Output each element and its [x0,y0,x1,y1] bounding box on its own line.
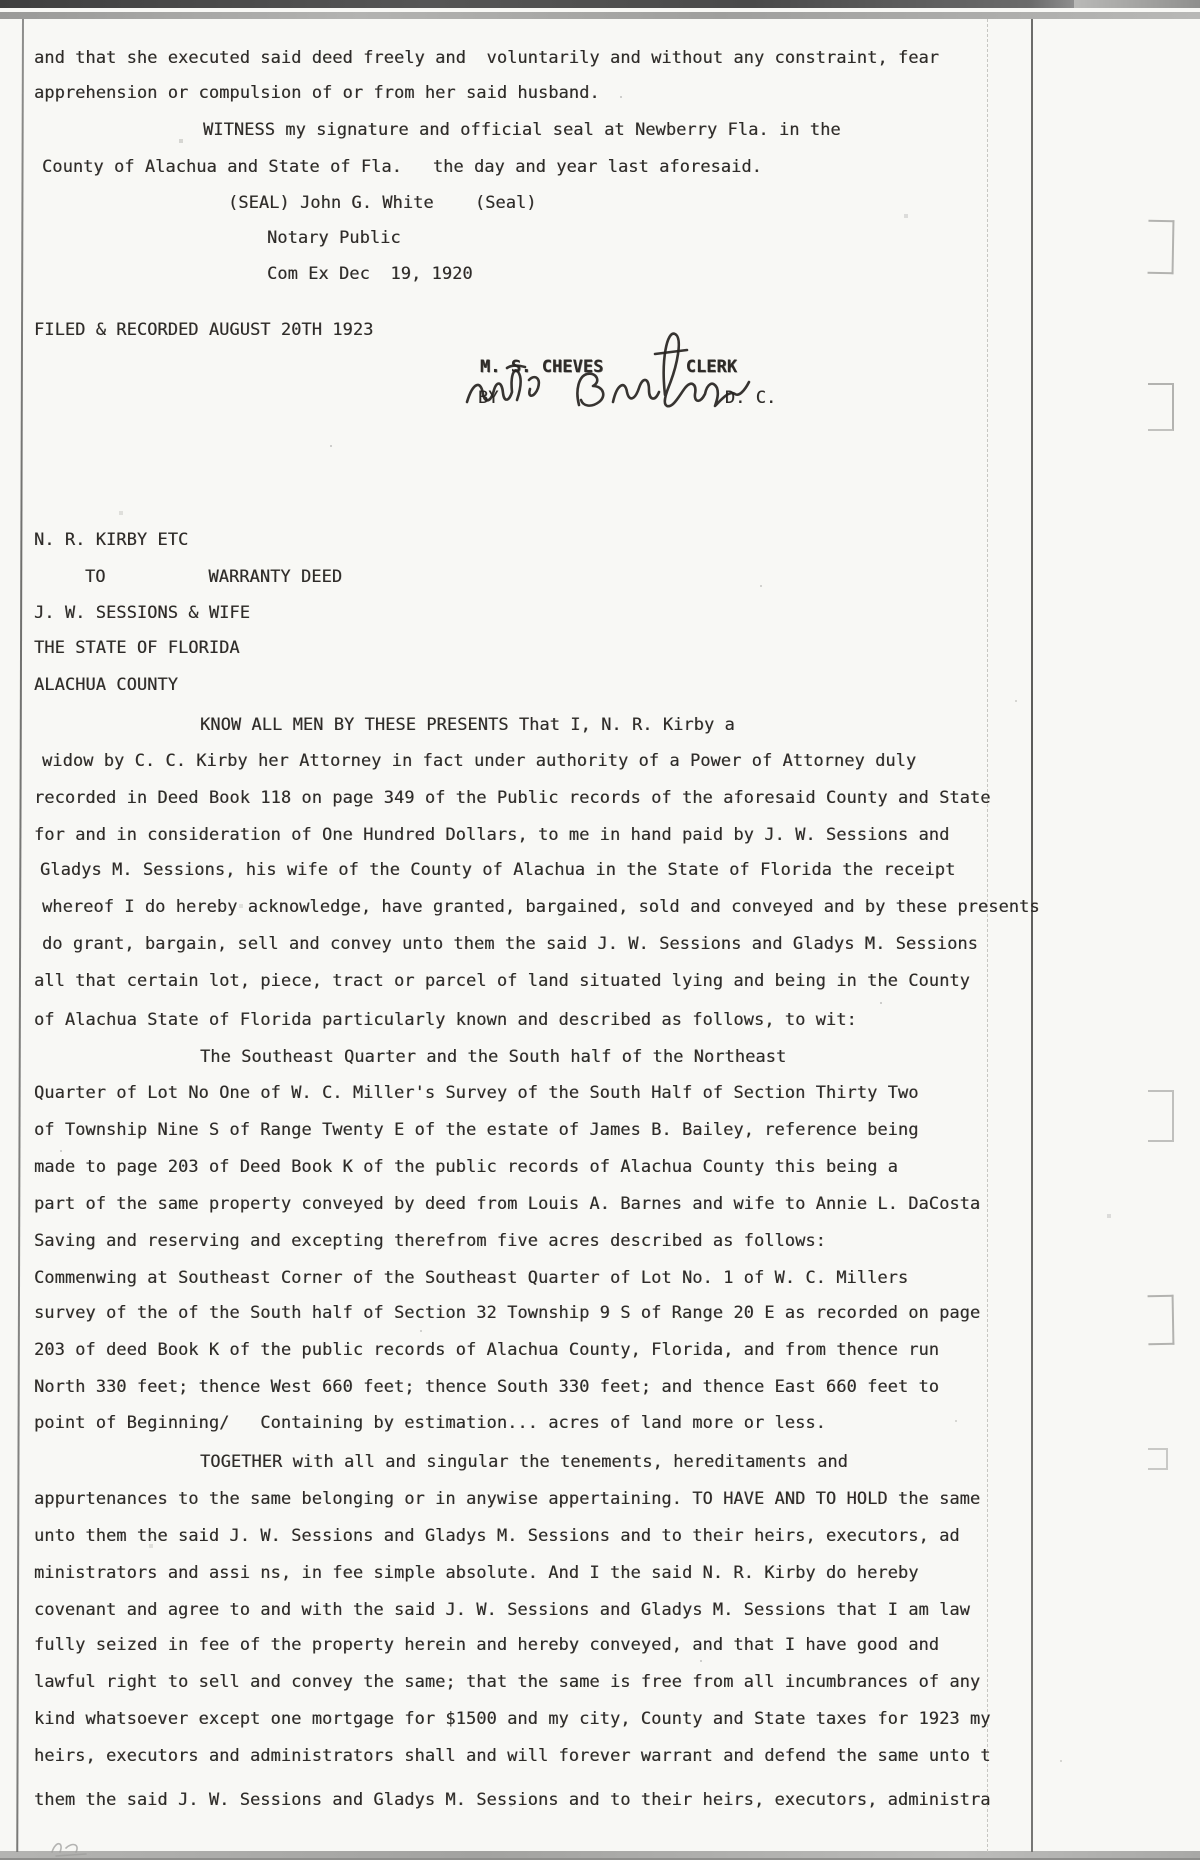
typed-text-line: part of the same property conveyed by deed from Louis A. Barnes and wife to Annie L. DaCosta [34,1194,981,1214]
typed-text-line: all that certain lot, piece, tract or parcel of land situated lying and being in the County [34,971,970,991]
typed-text-line: heirs, executors and administrators shall and will forever warrant and defend the same unto t [34,1746,991,1766]
typed-text-line: ministrators and assi ns, in fee simple absolute. And I the said N. R. Kirby do hereby [34,1563,919,1583]
typed-text-line: FILED & RECORDED AUGUST 20TH 1923 [34,320,374,340]
typed-text-line: kind whatsoever except one mortgage for $1500 and my city, County and State taxes for 1923 my [34,1709,991,1729]
typed-text-line: North 330 feet; thence West 660 feet; thence South 330 feet; and thence East 660 feet to [34,1377,940,1397]
typed-text-line: recorded in Deed Book 118 on page 349 of the Public records of the aforesaid County and State [34,788,991,808]
typed-text-line: BY D. C. [478,388,777,408]
typed-text-line: TO WARRANTY DEED [85,567,343,587]
typed-text-line: County of Alachua and State of Fla. the day and year last aforesaid. [42,157,762,177]
typed-text-line: do grant, bargain, sell and convey unto them the said J. W. Sessions and Gladys M. Sessions [42,934,978,954]
typed-text-line: them the said J. W. Sessions and Gladys M. Sessions and to their heirs, executors, administra [34,1790,991,1810]
typed-text-line: ALACHUA COUNTY [34,675,178,695]
scan-edge-band-top-secondary [0,12,1200,19]
typed-text-line: KNOW ALL MEN BY THESE PRESENTS That I, N. R. Kirby a [200,715,735,735]
right-margin-rule [1031,19,1033,1852]
typed-text-line: Commenwing at Southeast Corner of the Southeast Quarter of Lot No. 1 of W. C. Millers [34,1268,909,1288]
typed-text-line: (SEAL) John G. White (Seal) [228,193,537,213]
typed-text-line: TOGETHER with all and singular the tenements, hereditaments and [200,1452,848,1472]
typed-text-line: for and in consideration of One Hundred Dollars, to me in hand paid by J. W. Sessions and [34,825,950,845]
right-dotted-rule [987,19,988,1852]
typed-text-line: widow by C. C. Kirby her Attorney in fact under authority of a Power of Attorney duly [42,751,917,771]
typed-text-line: THE STATE OF FLORIDA [34,638,240,658]
typed-text-line: point of Beginning/ Containing by estimation... acres of land more or less. [34,1413,826,1433]
typed-text-line: Gladys M. Sessions, his wife of the County of Alachua in the State of Florida the receipt [40,860,956,880]
typed-text-line: Quarter of Lot No One of W. C. Miller's Survey of the South Half of Section Thirty Two [34,1083,919,1103]
typed-text-line: lawful right to sell and convey the same; that the same is free from all incumbrances of any [34,1672,981,1692]
typed-text-line: apprehension or compulsion of or from her said husband. [34,83,600,103]
typed-text-line: N. R. KIRBY ETC [34,530,189,550]
scan-artifact-bracket [1148,1295,1175,1345]
typed-text-line: survey of the of the South half of Section 32 Township 9 S of Range 20 E as recorded on page [34,1303,981,1323]
typed-text-line: whereof I do hereby acknowledge, have granted, bargained, sold and conveyed and by these presents [42,897,1040,917]
typed-text-line: and that she executed said deed freely and voluntarily and without any constraint, fear [34,48,940,68]
typed-text-line: of Township Nine S of Range Twenty E of the estate of James B. Bailey, reference being [34,1120,919,1140]
typed-text-line: The Southeast Quarter and the South half of the Northeast [200,1047,787,1067]
typed-text-line: made to page 203 of Deed Book K of the public records of Alachua County this being a [34,1157,898,1177]
scan-artifact-bracket [1148,383,1174,431]
typed-text-line: of Alachua State of Florida particularly known and described as follows, to wit: [34,1010,857,1030]
typed-text-line: J. W. SESSIONS & WIFE [34,603,250,623]
typed-text-line: covenant and agree to and with the said J. W. Sessions and Gladys M. Sessions that I am law [34,1600,970,1620]
scan-edge-band-top [0,0,1074,8]
scan-artifact-bracket [1148,1090,1174,1142]
paper-noise [0,0,2,2]
scan-artifact-bracket [1148,220,1175,274]
smudge-mark [46,1826,106,1860]
typed-text-line: Notary Public [267,228,401,248]
typed-text-line: Com Ex Dec 19, 1920 [267,264,473,284]
typed-text-line: M. S. CHEVES CLERK [480,357,738,377]
typed-text-line: WITNESS my signature and official seal at Newberry Fla. in the [203,120,841,140]
scan-artifact-bracket [1148,1448,1168,1470]
typed-text-line: appurtenances to the same belonging or in anywise appertaining. TO HAVE AND TO HOLD the same [34,1489,981,1509]
typed-text-line: fully seized in fee of the property herein and hereby conveyed, and that I have good and [34,1635,940,1655]
typed-text-line: 203 of deed Book K of the public records of Alachua County, Florida, and from thence run [34,1340,940,1360]
typed-text-line: unto them the said J. W. Sessions and Gladys M. Sessions and to their heirs, executors, ad [34,1526,960,1546]
clerk-signature-handwriting [455,320,755,430]
left-margin-rule [16,19,24,1852]
scan-edge-band-bottom [0,1851,1200,1858]
scan-edge-band-top-right [1074,0,1200,8]
typed-text-line: Saving and reserving and excepting therefrom five acres described as follows: [34,1231,826,1251]
